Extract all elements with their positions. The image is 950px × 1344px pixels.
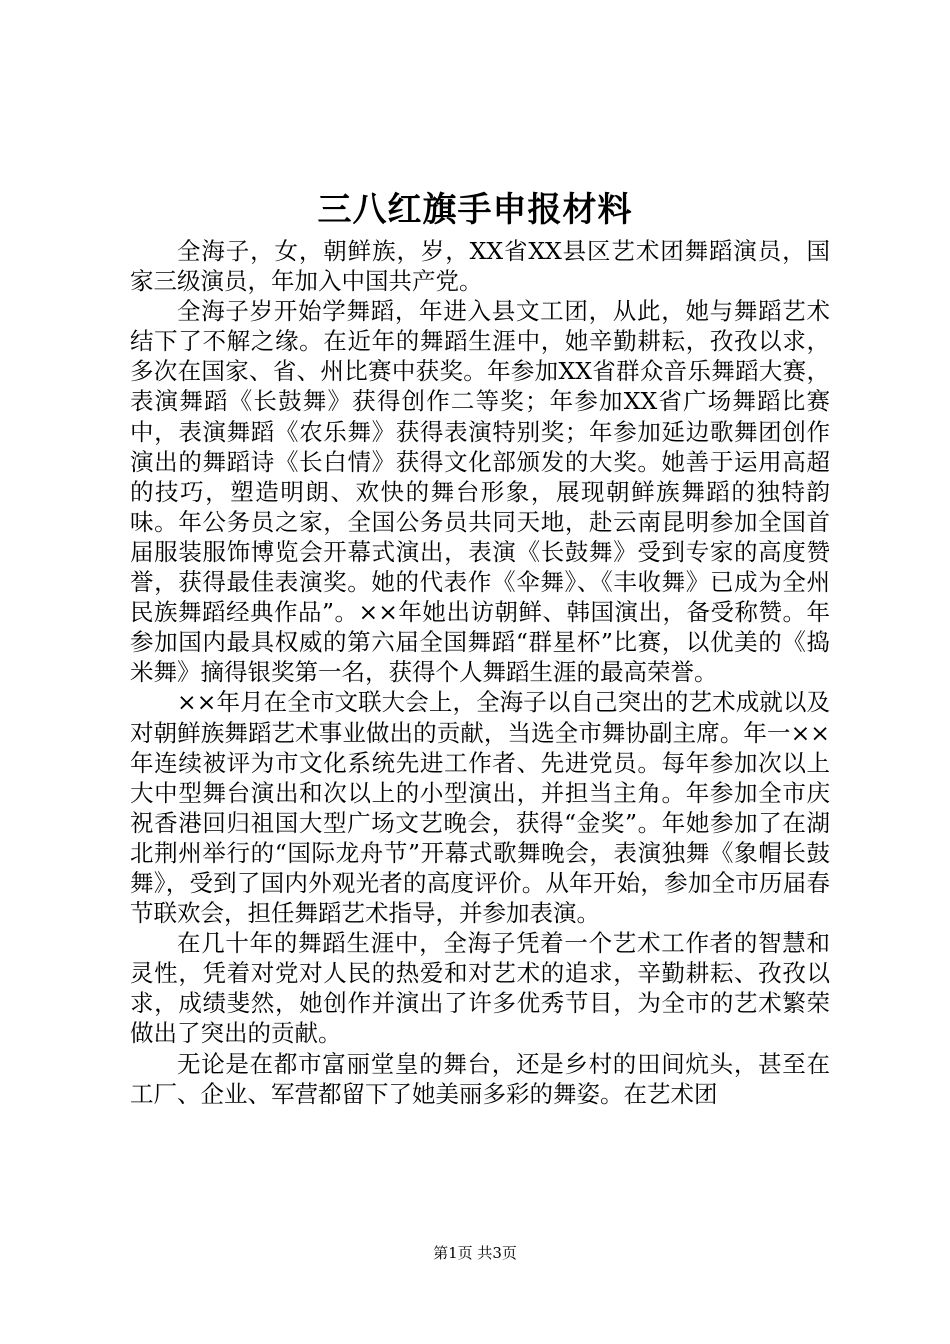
- document-title: 三八红旗手申报材料: [317, 190, 633, 230]
- paragraph: 在几十年的舞蹈生涯中，全海子凭着一个艺术工作者的智慧和灵性，凭着对党对人民的热爱和对艺术的追求，辛勤耕耘、孜孜以求，成绩斐然，她创作并演出了许多优秀节目，为全市的艺术繁荣做出了突出的贡献。: [130, 929, 830, 1048]
- paragraph: ××年月在全市文联大会上，全海子以自己突出的艺术成就以及对朝鲜族舞蹈艺术事业做出的贡献，当选全市舞协副主席。年一××年连续被评为市文化系统先进工作者、先进党员。每年参加次以上大中型舞台演出和次以上的小型演出，并担当主角。年参加全市庆祝香港回归祖国大型广场文艺晚会，获得“金奖”。年她参加了在湖北荆州举行的“国际龙舟节”开幕式歌舞晚会，表演独舞《象帽长鼓舞》，受到了国内外观光者的高度评价。从年开始，参加全市历届春节联欢会，担任舞蹈艺术指导，并参加表演。: [130, 688, 830, 928]
- paragraph: 无论是在都市富丽堂皇的舞台，还是乡村的田间炕头，甚至在工厂、企业、军营都留下了她美丽多彩的舞姿。在艺术团: [130, 1049, 830, 1108]
- paragraph: 全海子，女，朝鲜族，岁，XX省XX县区艺术团舞蹈演员，国家三级演员，年加入中国共产党。: [130, 237, 830, 296]
- page-footer: 第1页 共3页: [433, 1244, 517, 1262]
- paragraph: 全海子岁开始学舞蹈，年进入县文工团，从此，她与舞蹈艺术结下了不解之缘。在近年的舞蹈生涯中，她辛勤耕耘，孜孜以求，多次在国家、省、州比赛中获奖。年参加XX省群众音乐舞蹈大赛，表演舞蹈《长鼓舞》获得创作二等奖；年参加XX省广场舞蹈比赛中，表演舞蹈《农乐舞》获得表演特别奖；年参加延边歌舞团创作演出的舞蹈诗《长白情》获得文化部颁发的大奖。她善于运用高超的技巧，塑造明朗、欢快的舞台形象，展现朝鲜族舞蹈的独特韵味。年公务员之家，全国公务员共同天地，赴云南昆明参加全国首届服装服饰博览会开幕式演出，表演《长鼓舞》受到专家的高度赞誉，获得最佳表演奖。她的代表作《伞舞》、《丰收舞》已成为全州民族舞蹈经典作品”。××年她出访朝鲜、韩国演出，备受称赞。年参加国内最具权威的第六届全国舞蹈“群星杯”比赛，以优美的《捣米舞》摘得银奖第一名，获得个人舞蹈生涯的最高荣誉。: [130, 297, 830, 687]
- document-body: [130, 236, 830, 1109]
